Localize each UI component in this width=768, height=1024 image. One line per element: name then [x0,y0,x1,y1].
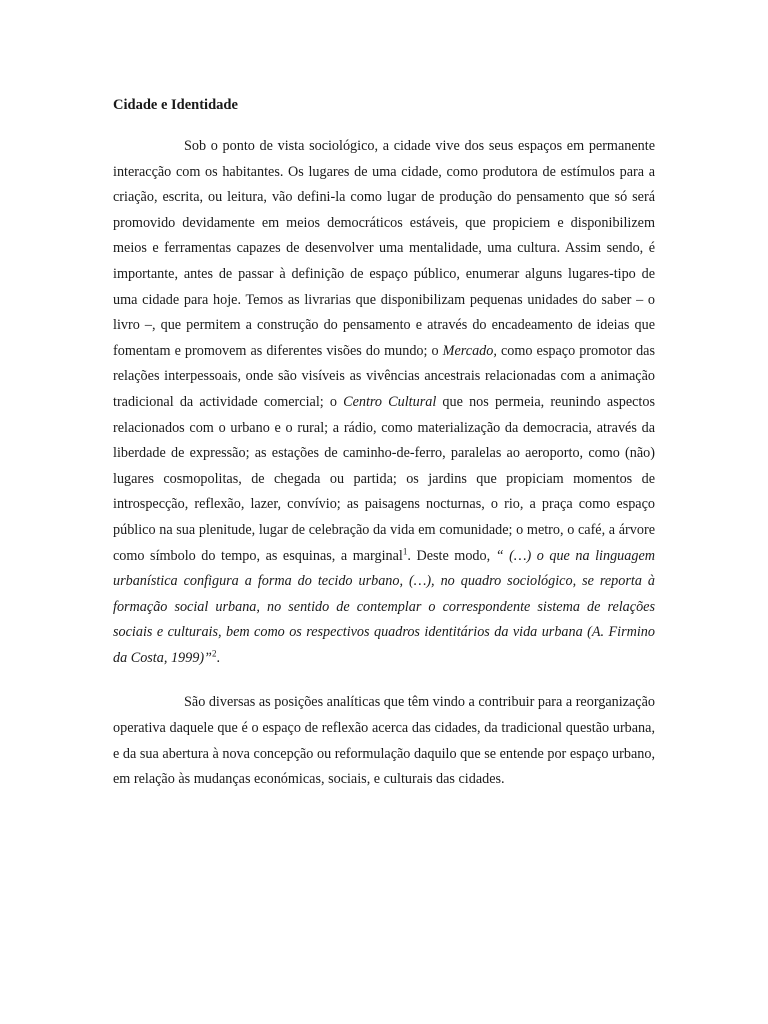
paragraph-1-text-d: . Deste modo, [407,547,496,564]
paragraph-1-text-a: Sob o ponto de vista sociológico, a cidade vive dos seus espaços em permanente interacção com os habitantes. Os lugares de uma cidade, como produtora de estímulos para a criação, escrita, ou leitura, vão defini-la como lugar de produção do pensamento que só será promovido devidamente em meios democráticos estáveis, que propiciem e disponibilizem meios e ferramentas capazes de desenvolver uma mentalidade, uma cultura. Assim sendo, é importante, antes de passar à definição de espaço público, enumerar alguns lugares-tipo de uma cidade para hoje. Temos as livrarias que disponibilizam pequenas unidades do saber – o livro –, que permitem a construção do pensamento e através do encadeamento de ideias que fomentam e promovem as diferentes visões do mundo; o [113,138,655,359]
footnote-ref-2[interactable]: 2 [211,648,217,659]
paragraph-1-text-b: como espaço promotor das relações interpessoais, onde são visíveis as vivências ancestrais relacionadas com a animação tradicional da actividade comercial; o [113,342,655,410]
quotation: “ (…) o que na linguagem urbanística configura a forma do tecido urbano, (…), no quadro sociológico, se reporta à formação social urbana, no sentido de contemplar o correspondente sistema de relações sociais e culturais, bem como os respectivos quadros identitários da vida urbana (A. Firmino da Costa, 1999)” [113,547,655,666]
paragraph-1 [113,134,655,671]
paragraph-1-text-e: . [216,649,220,666]
paragraph-2: São diversas as posições analíticas que têm vindo a contribuir para a reorganização operativa daquele que é o espaço de reflexão acerca das cidades, da tradicional questão urbana, e da sua abertura à nova concepção ou reformulação daquilo que se entende por espaço urbano, em relação às mudanças económicas, sociais, e culturais das cidades. [113,694,655,788]
document-page [113,92,655,793]
document-title: Cidade e Identidade [113,97,238,113]
italic-term-centro-cultural: Centro Cultural [343,393,437,410]
paragraph-1-text-c: que nos permeia, reunindo aspectos relacionados com o urbano e o rural; a rádio, como materialização da democracia, através da liberdade de expressão; as estações de caminho-de-ferro, paralelas ao aeroporto, como (não) lugares cosmopolitas, de chegada ou partida; os jardins que propiciam momentos de introspecção, reflexão, lazer, convívio; as paisagens nocturnas, o rio, a praça como espaço público na sua plenitude, lugar de celebração da vida em comunidade; o metro, o café, a árvore como símbolo do tempo, as esquinas, a marginal [113,393,655,564]
footnote-ref-1[interactable]: 1 [402,545,408,556]
italic-term-mercado: Mercado, [442,342,497,359]
